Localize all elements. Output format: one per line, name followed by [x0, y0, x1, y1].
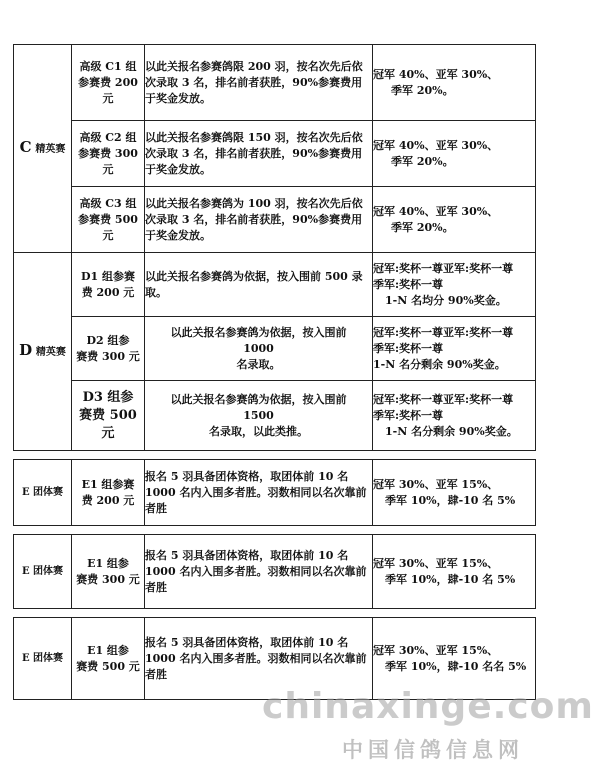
- watermark-latin: chinaxinge.com: [262, 686, 594, 727]
- category-e-cell: E 团体赛: [14, 618, 72, 700]
- prize-c3-cell: 冠军 40%、亚军 30%、 季军 20%。: [373, 187, 536, 253]
- group-e1-300-cell: E1 组参 赛费 300 元: [72, 535, 145, 609]
- group-c3-cell: 高级 C3 组 参赛费 500 元: [72, 187, 145, 253]
- watermark-chinese: 中国信鸽信息网: [342, 738, 524, 762]
- prize-c2-cell: 冠军 40%、亚军 30%、 季军 20%。: [373, 121, 536, 187]
- table-row: [14, 460, 536, 526]
- group-c1-cell: 高级 C1 组 参赛费 200 元: [72, 45, 145, 121]
- spacer-row: [14, 609, 536, 618]
- rule-d2-cell: 以此关报名参赛鸽为依据，按入围前 1000 名录取。: [145, 317, 373, 381]
- group-d2-cell: D2 组参 赛费 300 元: [72, 317, 145, 381]
- category-d-cell: D 精英赛: [14, 253, 72, 451]
- rule-c1-cell: 以此关报名参赛鸽限 200 羽，按名次先后依 次录取 3 名，排名前者获胜，90%参赛费用 于奖金发放。: [145, 45, 373, 121]
- prize-c1-cell: 冠军 40%、亚军 30%、 季军 20%。: [373, 45, 536, 121]
- table-row: [14, 535, 536, 609]
- prize-d2-cell: 冠军:奖杯一尊亚军:奖杯一尊 季军:奖杯一尊 1-N 名分剩余 90%奖金。: [373, 317, 536, 381]
- group-d3-cell: D3 组参 赛费 500 元: [72, 381, 145, 451]
- table-row: [14, 381, 536, 451]
- rule-e1-200-cell: 报名 5 羽具备团体资格，取团体前 10 名 1000 名内入围多者胜。羽数相同以名次靠前 者胜: [145, 460, 373, 526]
- group-e1-200-cell: E1 组参赛 费 200 元: [72, 460, 145, 526]
- race-schedule-table: [13, 44, 536, 700]
- table-row: [14, 317, 536, 381]
- group-e1-500-cell: E1 组参 赛费 500 元: [72, 618, 145, 700]
- group-d1-cell: D1 组参赛 费 200 元: [72, 253, 145, 317]
- rule-c2-cell: 以此关报名参赛鸽限 150 羽，按名次先后依 次录取 3 名，排名前者获胜，90%参赛费用 于奖金发放。: [145, 121, 373, 187]
- prize-d3-cell: 冠军:奖杯一尊亚军:奖杯一尊 季军:奖杯一尊 1-N 名分剩余 90%奖金。: [373, 381, 536, 451]
- rule-c3-cell: 以此关报名参赛鸽为 100 羽，按名次先后依 次录取 3 名，排名前者获胜，90%参赛费用 于奖金发放。: [145, 187, 373, 253]
- table-row: [14, 45, 536, 121]
- spacer-row: [14, 526, 536, 535]
- rule-e1-500-cell: 报名 5 羽具备团体资格，取团体前 10 名 1000 名内入围多者胜。羽数相同以名次靠前 者胜: [145, 618, 373, 700]
- table-row: [14, 253, 536, 317]
- category-c-cell: C 精英赛: [14, 45, 72, 253]
- category-e-cell: E 团体赛: [14, 535, 72, 609]
- rule-e1-300-cell: 报名 5 羽具备团体资格，取团体前 10 名 1000 名内入围多者胜。羽数相同以名次靠前 者胜: [145, 535, 373, 609]
- prize-e1-200-cell: 冠军 30%、亚军 15%、 季军 10%，肆-10 名 5%: [373, 460, 536, 526]
- prize-e1-300-cell: 冠军 30%、亚军 15%、 季军 10%，肆-10 名 5%: [373, 535, 536, 609]
- category-e-cell: E 团体赛: [14, 460, 72, 526]
- group-c2-cell: 高级 C2 组 参赛费 300 元: [72, 121, 145, 187]
- rule-d1-cell: 以此关报名参赛鸽为依据，按入围前 500 录 取。: [145, 253, 373, 317]
- spacer-row: [14, 451, 536, 460]
- table-row: [14, 121, 536, 187]
- rule-d3-cell: 以此关报名参赛鸽为依据，按入围前 1500 名录取，以此类推。: [145, 381, 373, 451]
- prize-d1-cell: 冠军:奖杯一尊亚军:奖杯一尊 季军:奖杯一尊 1-N 名均分 90%奖金。: [373, 253, 536, 317]
- table-row: [14, 187, 536, 253]
- prize-e1-500-cell: 冠军 30%、亚军 15%、 季军 10%，肆-10 名名 5%: [373, 618, 536, 700]
